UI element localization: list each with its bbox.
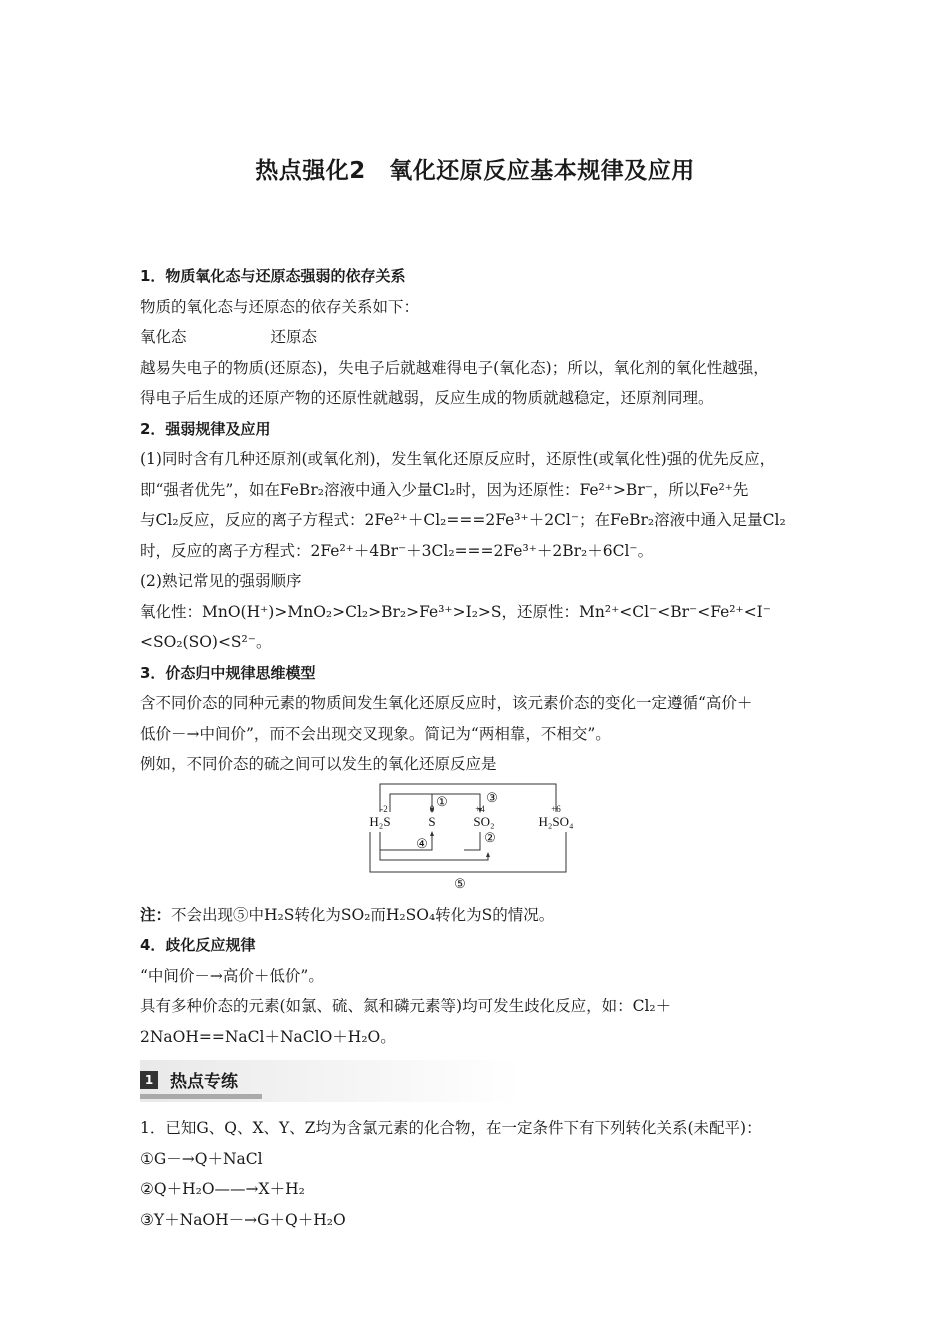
strength-order-line: 氧化性：MnO(H⁺)>MnO₂>Cl₂>Br₂>Fe³⁺>I₂>S，还原性：Mn²⁺<Cl⁻<Br⁻<Fe²⁺<I⁻: [140, 602, 771, 621]
marker-1: ①: [436, 793, 448, 809]
species-h2s: H₂S: [369, 813, 391, 829]
paragraph-line: 与Cl₂反应，反应的离子方程式：2Fe²⁺＋Cl₂===2Fe³⁺＋2Cl⁻；在FeBr₂溶液中通入足量Cl₂: [140, 511, 786, 529]
paragraph-line: 即“强者优先”，如在FeBr₂溶液中通入少量Cl₂时，因为还原性：Fe²⁺>Br⁻，所以Fe²⁺先: [140, 480, 749, 499]
heading-2: 2．强弱规律及应用: [140, 419, 271, 438]
paragraph-line: <SO₂(SO)<S²⁻。: [140, 633, 272, 651]
heading-3: 3．价态归中规律思维模型: [140, 663, 316, 682]
paragraph-line: 2NaOH==NaCl＋NaClO＋H₂O。: [140, 1027, 396, 1046]
paragraph-line: 低价－→中间价”，而不会出现交叉现象。简记为“两相靠，不相交”。: [140, 724, 611, 743]
section-header: [140, 1060, 520, 1102]
heading-4: 4．歧化反应规律: [140, 936, 256, 954]
species-so2: SO₂: [473, 813, 495, 829]
paragraph-line: 时，反应的离子方程式：2Fe²⁺＋4Br⁻＋3Cl₂===2Fe³⁺＋2Br₂＋6Cl⁻。: [140, 541, 654, 560]
reaction-2: ②Q＋H₂O——→X＋H₂: [140, 1180, 305, 1198]
valence-label: +4: [475, 803, 485, 814]
page-title: 热点强化2 氧化还原反应基本规律及应用: [255, 158, 695, 184]
species-h2so4: H₂SO₄: [538, 813, 574, 829]
valence-label: 0: [429, 803, 435, 814]
section-number: 1: [140, 1071, 158, 1089]
exercise-block: [140, 1113, 815, 1235]
valence-label: +6: [551, 803, 561, 814]
heading-1: 1．物质氧化态与还原态强弱的依存关系: [140, 267, 406, 285]
reaction-1: ①G－→Q＋NaCl: [140, 1149, 263, 1168]
species-s: S: [428, 813, 436, 829]
reduced-state-label: 还原态: [270, 328, 318, 346]
marker-3: ③: [486, 789, 498, 805]
paragraph-line: 含不同价态的同种元素的物质间发生氧化还原反应时，该元素价态的变化一定遵循“高价＋: [140, 694, 753, 712]
paragraph-line: (1)同时含有几种还原剂(或氧化剂)，发生氧化还原反应时，还原性(或氧化性)强的优先反应，: [140, 450, 776, 468]
marker-2: ②: [484, 829, 496, 845]
marker-5: ⑤: [454, 875, 466, 891]
paragraph-line: 具有多种价态的元素(如氯、硫、氮和磷元素等)均可发生歧化反应，如：Cl₂＋: [140, 997, 672, 1015]
state-labels: [140, 322, 815, 353]
reaction-3: ③Y＋NaOH－→G＋Q＋H₂O: [140, 1210, 346, 1229]
marker-4: ④: [416, 835, 428, 851]
note-line: [140, 900, 815, 931]
paragraph-line: 例如，不同价态的硫之间可以发生的氧化还原反应是: [140, 755, 497, 773]
sulfur-valence-diagram: [140, 780, 815, 900]
document-body: [140, 261, 815, 1235]
section-label: 热点专练: [170, 1072, 238, 1092]
paragraph-line: “中间价－→高价＋低价”。: [140, 966, 324, 985]
oxidized-state-label: 氧化态: [140, 328, 187, 346]
note-label: 注：: [140, 904, 172, 924]
paragraph-line: (2)熟记常见的强弱顺序: [140, 572, 302, 590]
paragraph-line: 得电子后生成的还原产物的还原性就越弱，反应生成的物质就越稳定，还原剂同理。: [140, 389, 714, 407]
note-text: 不会出现⑤中H₂S转化为SO₂而H₂SO₄转化为S的情况。: [171, 905, 555, 924]
valence-diagram-svg: [368, 782, 588, 898]
question-stem: 1．已知G、Q、X、Y、Z均为含氯元素的化合物，在一定条件下有下列转化关系(未配平)：: [140, 1119, 762, 1137]
valence-label: -2: [380, 803, 388, 814]
paragraph-line: 越易失电子的物质(还原态)，失电子后就越难得电子(氧化态)；所以，氧化剂的氧化性越强，: [140, 358, 769, 377]
paragraph-line: 物质的氧化态与还原态的依存关系如下：: [140, 297, 420, 316]
section-underline: [140, 1094, 262, 1099]
